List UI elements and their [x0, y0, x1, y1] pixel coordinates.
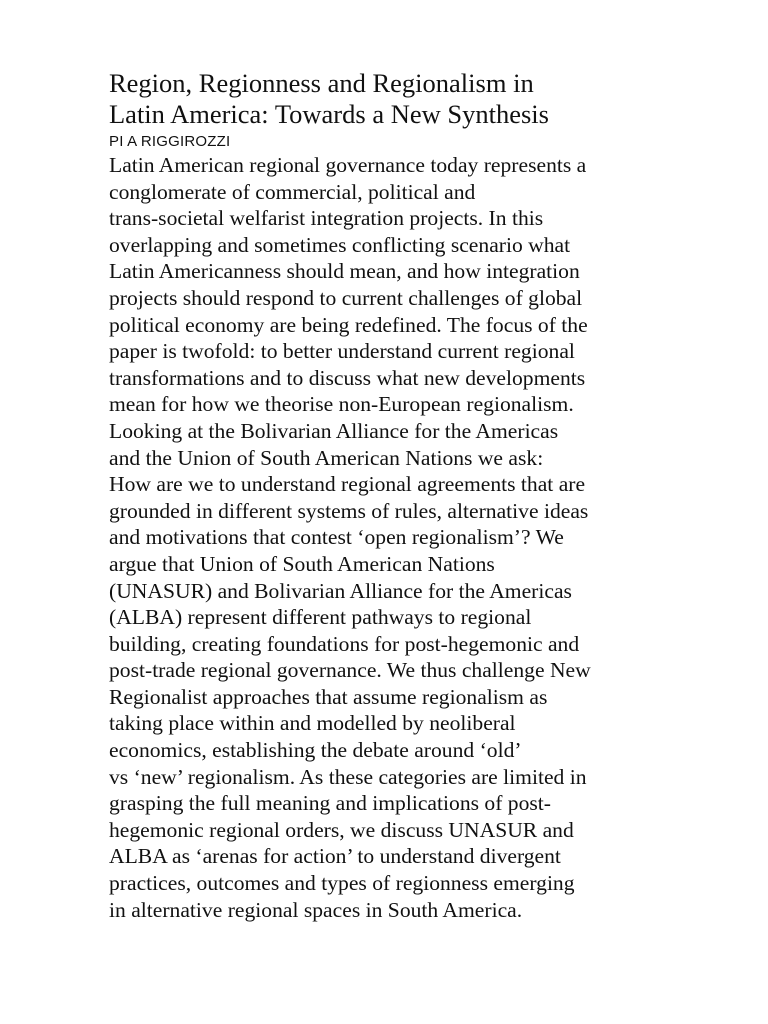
abstract-line: (ALBA) represent different pathways to regional — [109, 605, 532, 630]
abstract-line: practices, outcomes and types of regionness emerging — [109, 871, 575, 896]
abstract-line: and motivations that contest ‘open regionalism’? We — [109, 525, 564, 550]
abstract-line: Latin Americanness should mean, and how integration — [109, 259, 580, 284]
abstract-line: taking place within and modelled by neoliberal — [109, 711, 516, 736]
document-title — [109, 68, 669, 130]
abstract-line: post-trade regional governance. We thus challenge New — [109, 658, 591, 683]
title-line: Region, Regionness and Regionalism in — [109, 68, 534, 98]
abstract-line: trans-societal welfarist integration projects. In this — [109, 206, 544, 231]
abstract-line: conglomerate of commercial, political and — [109, 179, 476, 204]
abstract-line: in alternative regional spaces in South America. — [109, 897, 523, 922]
abstract-line: grasping the full meaning and implications of post- — [109, 791, 551, 816]
abstract-line: economics, establishing the debate around ‘old’ — [109, 738, 522, 763]
abstract-line: mean for how we theorise non-European regionalism. — [109, 392, 574, 417]
abstract-line: hegemonic regional orders, we discuss UNASUR and — [109, 817, 574, 842]
abstract-line: Regionalist approaches that assume regionalism as — [109, 684, 548, 709]
abstract-line: transformations and to discuss what new developments — [109, 365, 586, 390]
abstract-line: Latin American regional governance today represents a — [109, 153, 587, 177]
abstract-line: ALBA as ‘arenas for action’ to understand divergent — [109, 844, 561, 869]
abstract-line: (UNASUR) and Bolivarian Alliance for the Americas — [109, 578, 572, 603]
abstract-paragraph — [109, 152, 669, 923]
author-name: PI A RIGGIROZZI — [109, 133, 231, 150]
abstract-line: projects should respond to current challenges of global — [109, 285, 583, 310]
abstract-line: overlapping and sometimes conflicting scenario what — [109, 232, 571, 257]
abstract-line: political economy are being redefined. The focus of the — [109, 312, 588, 337]
title-line: Latin America: Towards a New Synthesis — [109, 99, 549, 129]
abstract-line: argue that Union of South American Nations — [109, 551, 495, 576]
abstract-line: and the Union of South American Nations we ask: — [109, 445, 544, 470]
abstract-line: paper is twofold: to better understand current regional — [109, 339, 575, 364]
abstract-line: Looking at the Bolivarian Alliance for the Americas — [109, 418, 559, 443]
abstract-line: building, creating foundations for post-hegemonic and — [109, 631, 580, 656]
abstract-line: How are we to understand regional agreements that are — [109, 472, 586, 497]
abstract-line: vs ‘new’ regionalism. As these categories are limited in — [109, 764, 587, 789]
document-page — [109, 68, 669, 923]
abstract-line: grounded in different systems of rules, alternative ideas — [109, 498, 589, 523]
